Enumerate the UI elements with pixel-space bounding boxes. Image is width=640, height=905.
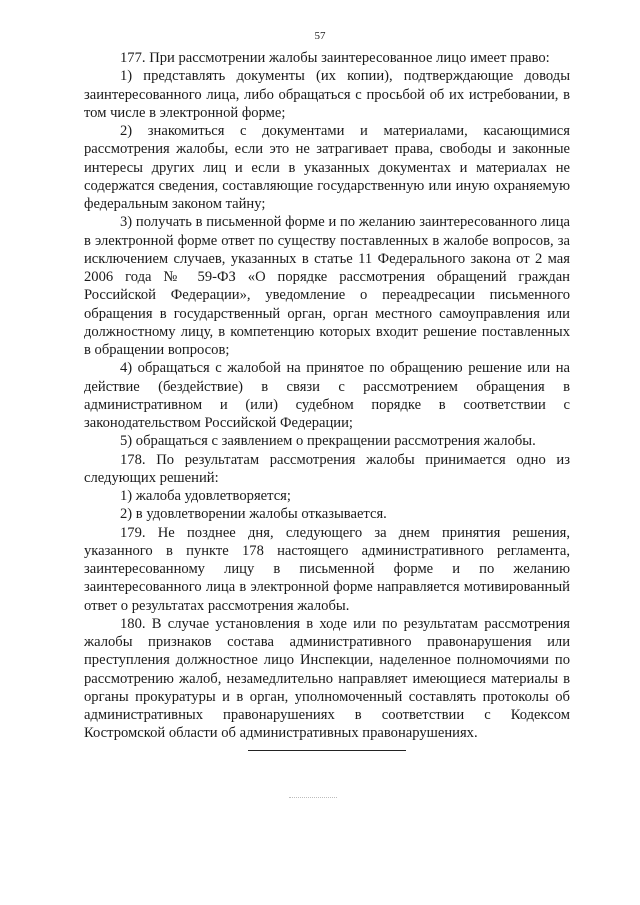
end-of-text-rule: [248, 750, 406, 751]
paragraph-177-item-3: 3) получать в письменной форме и по желанию заинтересованного лица в электронной форме ответ по существу поставленных в жалобе вопросов, за исключением случаев, указанных в статье 11 Федерального закона от 2 мая 2006 года № 59-ФЗ «О порядке рассмотрения обращений граждан Российской Федерации», уведомление о переадресации письменного обращения в государственный орган, орган местного самоуправления или должностному лицу, в компетенцию которых входит решение поставленных в обращении вопросов;: [84, 214, 570, 358]
paragraph-177-item-2: 2) знакомиться с документами и материалами, касающимися рассмотрения жалобы, если это не затрагивает права, свободы и законные интересы других лиц и если в указанных документах и материалах не содержатся сведения, составляющие государственную или иную охраняемую федеральным законом тайну;: [84, 123, 570, 212]
paragraph-178-intro: 178. По результатам рассмотрения жалобы принимается одно из следующих решений:: [84, 451, 570, 486]
paragraph-177-item-5: 5) обращаться с заявлением о прекращении рассмотрения жалобы.: [120, 433, 536, 450]
page-number: 57: [314, 30, 326, 42]
paragraph-177-item-1: 1) представлять документы (их копии), подтверждающие доводы заинтересованного лица, либо обращаться с просьбой об их истребовании, в том числе в электронной форме;: [84, 68, 570, 121]
paragraph-178-item-1: 1) жалоба удовлетворяется;: [120, 488, 291, 504]
paragraph-179: 179. Не позднее дня, следующего за днем принятия решения, указанного в пункте 178 настоящего административного регламента, заинтересованному лицу в письменной форме и по желанию заинтересованного лица в электронной форме направляется мотивированный ответ о результатах рассмотрения жалобы.: [84, 524, 570, 614]
scan-artifact-mark: [289, 797, 337, 798]
paragraph-178-item-2: 2) в удовлетворении жалобы отказывается.: [120, 506, 387, 523]
paragraph-177-intro: 177. При рассмотрении жалобы заинтересованное лицо имеет право:: [120, 50, 550, 66]
paragraph-177-item-4: 4) обращаться с жалобой на принятое по обращению решение или на действие (бездействие) в связи с рассмотрением обращения в административном и (или) судебном порядке в соответствии с законодательством Российской Федерации;: [84, 360, 570, 431]
document-body: [84, 49, 570, 743]
paragraph-180: 180. В случае установления в ходе или по результатам рассмотрения жалобы признаков состава административного правонарушения или преступления должностное лицо Инспекции, наделенное полномочиями по рассмотрению жалоб, незамедлительно направляет имеющиеся материалы в органы прокуратуры и в орган, уполномоченный составлять протоколы об административных правонарушениях в соответствии с Кодексом Костромской области об административных правонарушениях.: [84, 615, 570, 742]
